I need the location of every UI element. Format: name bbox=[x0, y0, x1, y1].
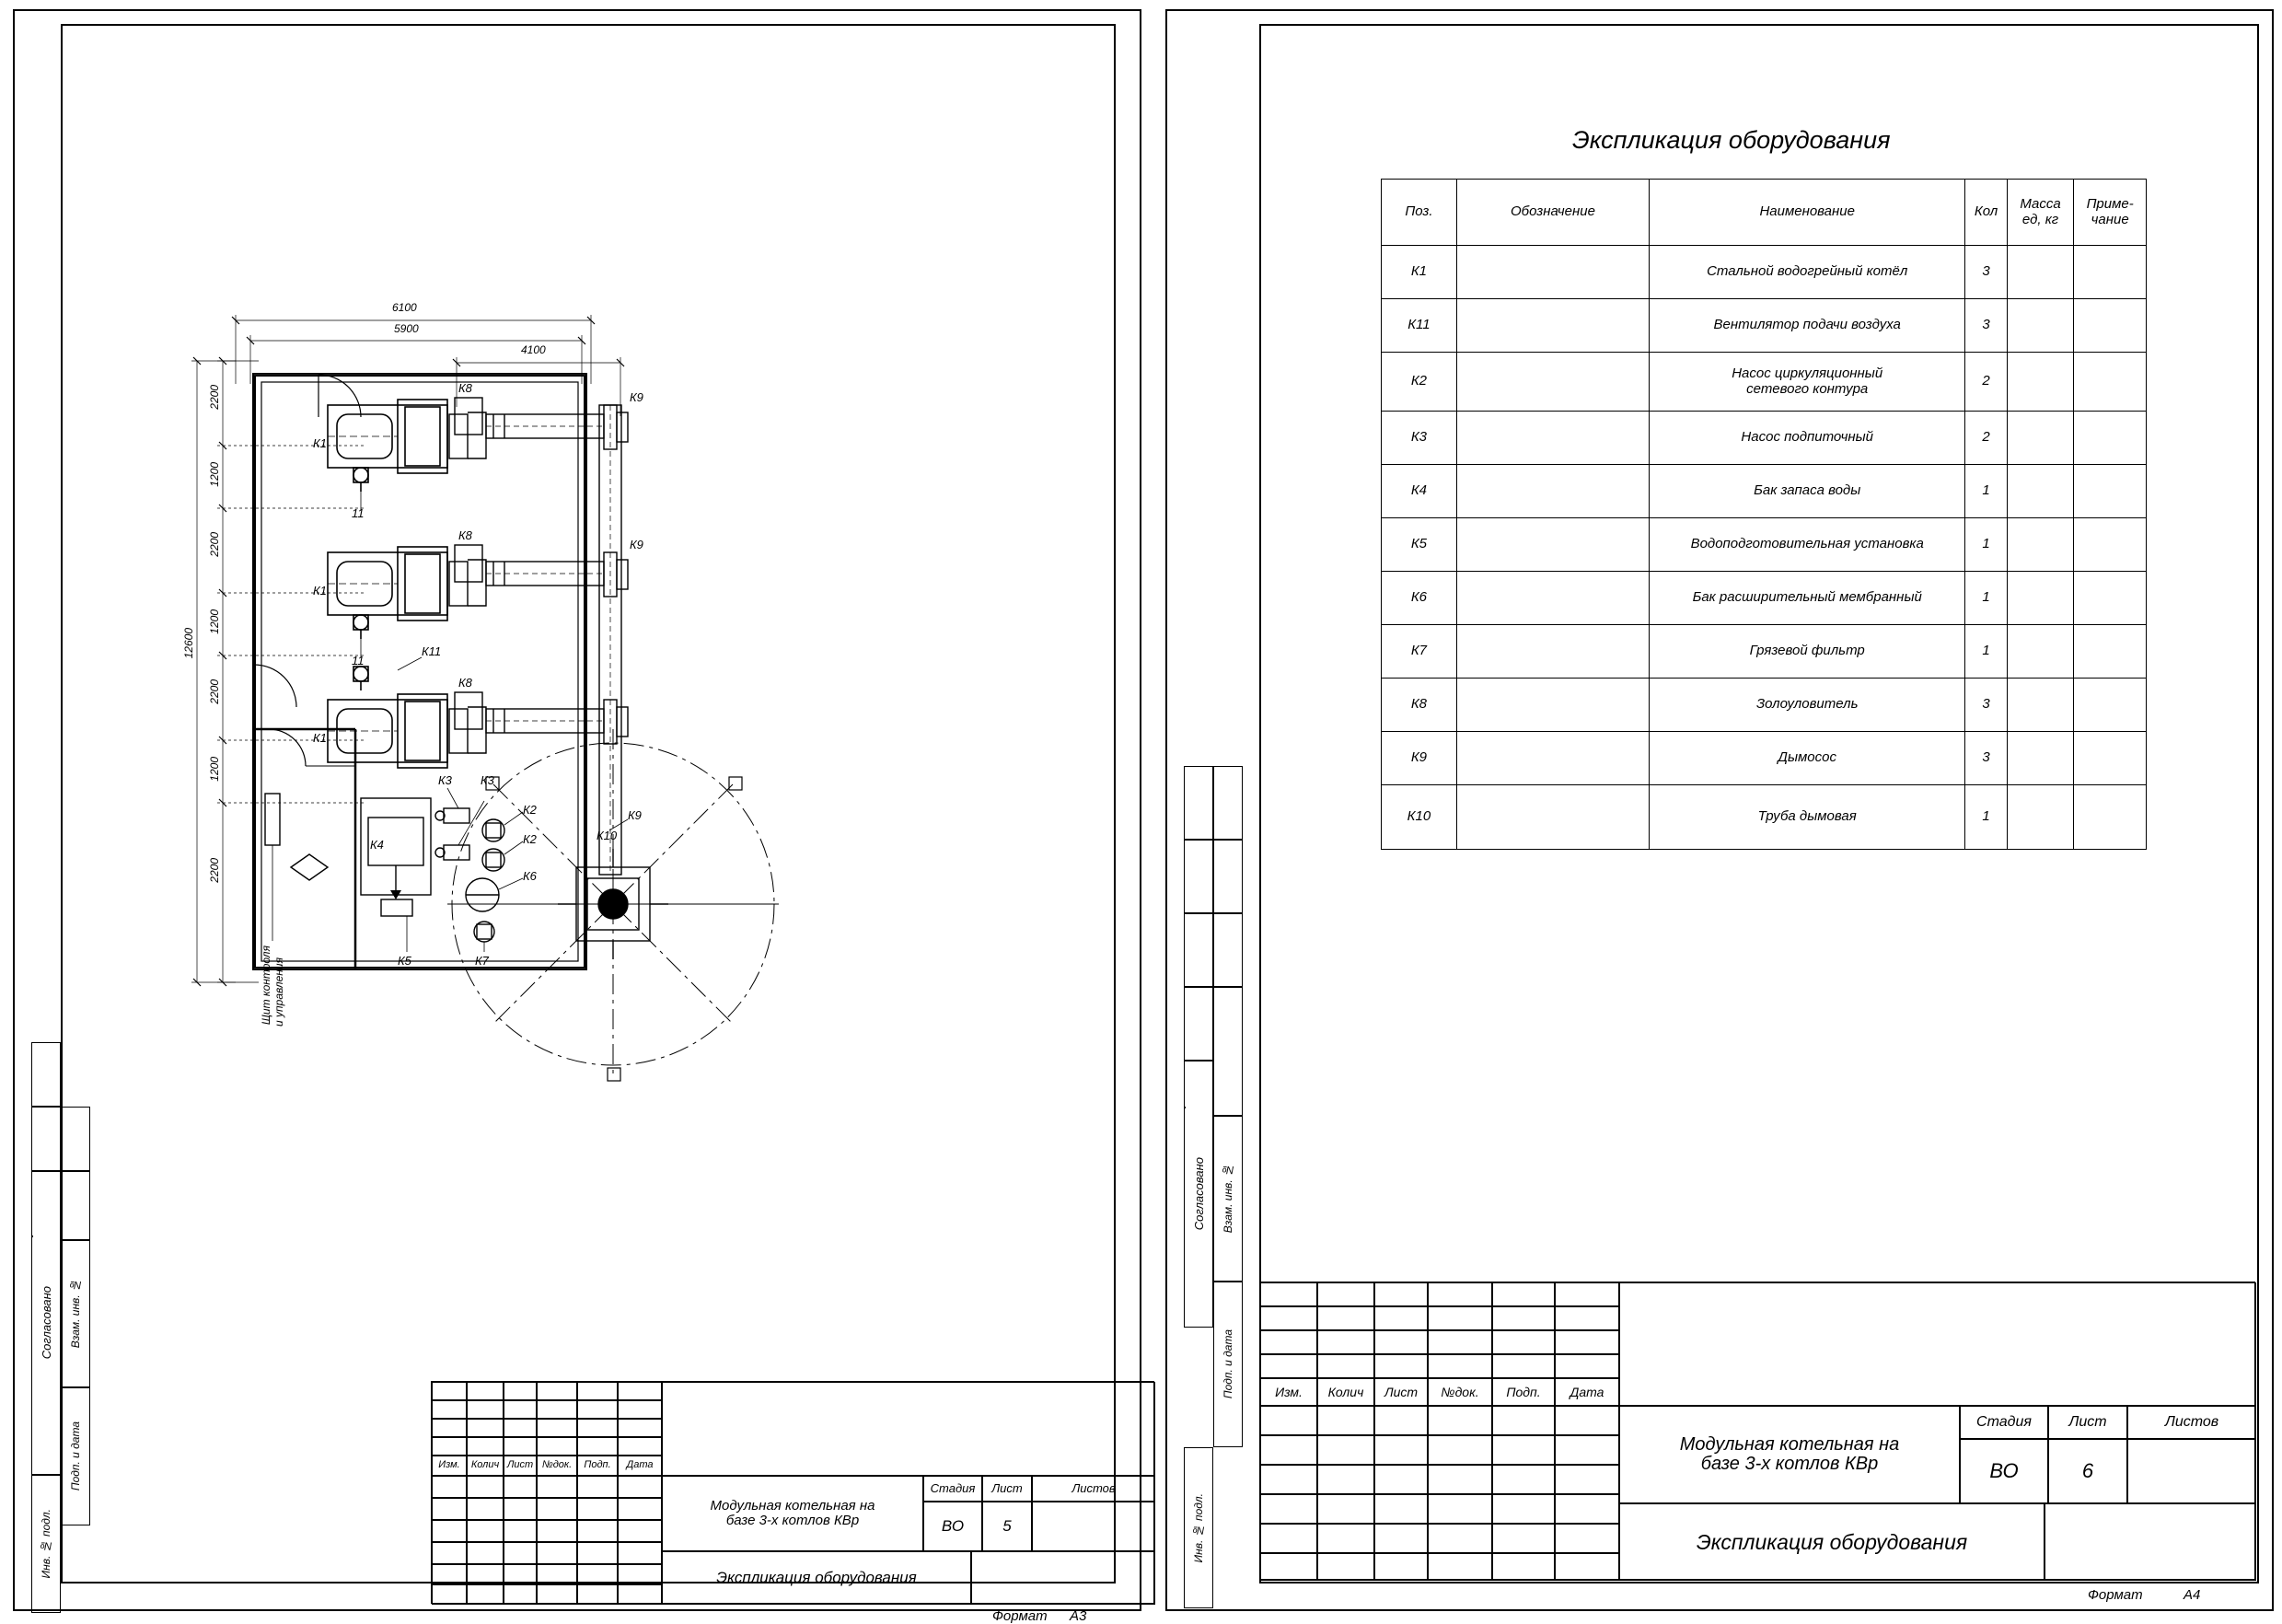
tb-upper-blank-right bbox=[1619, 1282, 2256, 1406]
col-qty: Кол bbox=[1965, 180, 2007, 246]
cell-pos: К1 bbox=[1382, 246, 1457, 299]
dim-chain-4: 1200 bbox=[208, 609, 221, 634]
tb-stage-header-right: Стадия bbox=[1960, 1406, 2048, 1439]
cell-desig bbox=[1456, 732, 1649, 785]
tag-pump-make-2: К3 bbox=[481, 773, 494, 787]
table-row bbox=[1382, 572, 2147, 625]
rev-header-data: Дата bbox=[626, 1459, 654, 1471]
tb-sheet-value-right: 6 bbox=[2048, 1439, 2127, 1503]
tag-smoke-3: К9 bbox=[628, 808, 642, 822]
side-box-empty-3 bbox=[61, 1107, 90, 1171]
side-box-empty-2 bbox=[31, 1107, 61, 1171]
side-box-podp-data-r: Подп. и дата bbox=[1213, 1282, 1243, 1447]
col-name: Наименование bbox=[1650, 180, 1965, 246]
col-designation: Обозначение bbox=[1456, 180, 1649, 246]
tag-stack: К10 bbox=[597, 829, 618, 842]
tag-expansion: К6 bbox=[523, 869, 537, 883]
table-row bbox=[1382, 785, 2147, 850]
format-label-left: Формат bbox=[992, 1608, 1048, 1624]
col-mass-line1: Масса bbox=[2020, 195, 2061, 212]
cell-qty: 2 bbox=[1965, 353, 2007, 412]
tag-pump-net-1: К2 bbox=[523, 803, 537, 817]
cell-name: Грязевой фильтр bbox=[1650, 625, 1965, 679]
dim-chain-3: 2200 bbox=[208, 532, 221, 557]
title-block-left bbox=[431, 1381, 1154, 1604]
cell-pos: К3 bbox=[1382, 412, 1457, 465]
side-box-vzam-r bbox=[1184, 1107, 1186, 1108]
col-mass bbox=[2007, 180, 2074, 246]
cell-desig bbox=[1456, 412, 1649, 465]
rev-header-podp: Подп. bbox=[584, 1459, 611, 1471]
cell-note bbox=[2074, 246, 2147, 299]
cell-name: Дымосос bbox=[1650, 732, 1965, 785]
cell-pos: К7 bbox=[1382, 625, 1457, 679]
equipment-table-header-row bbox=[1382, 180, 2147, 246]
tag-ash-1: К8 bbox=[458, 381, 472, 395]
cell-name: Золоуловитель bbox=[1650, 679, 1965, 732]
tb-sheet-header-right: Лист bbox=[2048, 1406, 2127, 1439]
table-row bbox=[1382, 246, 2147, 299]
cell-desig bbox=[1456, 625, 1649, 679]
table-row bbox=[1382, 299, 2147, 353]
format-value-left: А3 bbox=[1070, 1608, 1087, 1624]
equipment-table-title: Экспликация оборудования bbox=[1572, 126, 1891, 154]
tag-fan-1: 11 bbox=[352, 506, 365, 520]
tb-stage-value: ВО bbox=[923, 1502, 982, 1551]
cell-note bbox=[2074, 625, 2147, 679]
cell-name: Насос подпиточный bbox=[1650, 412, 1965, 465]
cell-name: Труба дымовая bbox=[1650, 785, 1965, 850]
rev-header-doc: №док. bbox=[1441, 1384, 1479, 1399]
rev-header-podp: Подп. bbox=[1506, 1384, 1541, 1399]
table-row bbox=[1382, 732, 2147, 785]
side-box-empty-r2 bbox=[1184, 840, 1213, 913]
cell-name: Бак запаса воды bbox=[1650, 465, 1965, 518]
col-note bbox=[2074, 180, 2147, 246]
cell-mass bbox=[2007, 785, 2074, 850]
title-block-right bbox=[1259, 1282, 2255, 1580]
cell-desig bbox=[1456, 246, 1649, 299]
rev-col bbox=[1428, 1282, 1492, 1581]
boiler-house-plan bbox=[180, 296, 1083, 1272]
cell-qty: 3 bbox=[1965, 679, 2007, 732]
panel-label-line1: Щит контроля bbox=[260, 945, 272, 1026]
cell-qty: 1 bbox=[1965, 785, 2007, 850]
dim-chain-7: 2200 bbox=[208, 858, 221, 883]
tb-title-line1: Модульная котельная на bbox=[710, 1498, 875, 1514]
tag-boiler-3: К1 bbox=[313, 731, 327, 745]
cell-note bbox=[2074, 518, 2147, 572]
rev-header-kol: Колич bbox=[470, 1459, 500, 1471]
cell-pos: К9 bbox=[1382, 732, 1457, 785]
side-box-podp-data: Подп. и дата bbox=[61, 1387, 90, 1525]
cell-desig bbox=[1456, 679, 1649, 732]
cell-mass bbox=[2007, 625, 2074, 679]
cell-note bbox=[2074, 299, 2147, 353]
cell-mass bbox=[2007, 246, 2074, 299]
cell-name-line2: сетевого контура bbox=[1746, 380, 1869, 397]
col-note-line1: Приме- bbox=[2086, 195, 2134, 212]
cell-note bbox=[2074, 679, 2147, 732]
cell-desig bbox=[1456, 299, 1649, 353]
cell-desig bbox=[1456, 353, 1649, 412]
table-row bbox=[1382, 465, 2147, 518]
dim-top-right: 4100 bbox=[521, 343, 546, 356]
equipment-table bbox=[1381, 179, 2147, 850]
cell-qty: 2 bbox=[1965, 412, 2007, 465]
rev-col bbox=[537, 1382, 577, 1605]
table-row bbox=[1382, 518, 2147, 572]
tag-pump-make-1: К3 bbox=[438, 773, 452, 787]
col-note-line2: чание bbox=[2091, 211, 2129, 227]
table-row bbox=[1382, 679, 2147, 732]
cell-qty: 3 bbox=[1965, 732, 2007, 785]
rev-col bbox=[1260, 1282, 1317, 1581]
cell-mass bbox=[2007, 412, 2074, 465]
tb-object-title bbox=[662, 1476, 923, 1551]
table-row bbox=[1382, 353, 2147, 412]
cell-name: Вентилятор подачи воздуха bbox=[1650, 299, 1965, 353]
sheet-right bbox=[1165, 9, 2274, 1611]
tb-org-blank bbox=[971, 1551, 1155, 1605]
dim-chain-2: 1200 bbox=[208, 462, 221, 487]
cell-note bbox=[2074, 572, 2147, 625]
cell-mass bbox=[2007, 518, 2074, 572]
rev-col bbox=[467, 1382, 504, 1605]
cell-pos: К6 bbox=[1382, 572, 1457, 625]
sheet-left bbox=[13, 9, 1141, 1624]
tag-tank: К4 bbox=[370, 838, 384, 852]
tb-stage-header: Стадия bbox=[923, 1476, 982, 1502]
cell-name: Стальной водогрейный котёл bbox=[1650, 246, 1965, 299]
rev-header-list: Лист bbox=[1384, 1384, 1419, 1399]
side-box-inv-podl-r: Инв. № подл. bbox=[1184, 1447, 1213, 1608]
rev-header-izm: Изм. bbox=[1275, 1384, 1303, 1399]
side-box-vzam bbox=[31, 1235, 33, 1237]
cell-pos: К10 bbox=[1382, 785, 1457, 850]
side-box-empty-1 bbox=[31, 1042, 61, 1107]
cell-note bbox=[2074, 353, 2147, 412]
cell-note bbox=[2074, 732, 2147, 785]
side-box-inv-podl: Инв. № подл. bbox=[31, 1475, 61, 1613]
rev-col bbox=[504, 1382, 537, 1605]
tb-title-line2: базе 3-х котлов КВр bbox=[725, 1513, 860, 1528]
tb-sheets-header-right: Листов bbox=[2127, 1406, 2256, 1439]
rev-col bbox=[1492, 1282, 1555, 1581]
tag-ash-2: К8 bbox=[458, 528, 472, 542]
side-box-empty-r7 bbox=[1213, 913, 1243, 987]
cell-note bbox=[2074, 412, 2147, 465]
tb-title-line1: Модульная котельная на bbox=[1679, 1434, 1900, 1455]
rev-col bbox=[1555, 1282, 1619, 1581]
tag-boiler-1: К1 bbox=[313, 436, 327, 450]
side-box-soglasovano: Согласовано bbox=[31, 1171, 61, 1475]
cell-pos: К2 bbox=[1382, 353, 1457, 412]
side-box-empty-r5 bbox=[1213, 766, 1243, 840]
tb-upper-blank bbox=[662, 1382, 1155, 1476]
side-box-empty-r3 bbox=[1184, 913, 1213, 987]
panel-label-line2: и управления bbox=[272, 957, 285, 1027]
tag-boiler-2: К1 bbox=[313, 584, 327, 597]
cell-mass bbox=[2007, 572, 2074, 625]
cell-qty: 1 bbox=[1965, 572, 2007, 625]
cell-qty: 1 bbox=[1965, 625, 2007, 679]
cell-qty: 1 bbox=[1965, 465, 2007, 518]
table-row bbox=[1382, 412, 2147, 465]
col-mass-line2: ед, кг bbox=[2021, 211, 2059, 227]
dim-top-outer: 6100 bbox=[392, 301, 417, 314]
tb-sheet-header: Лист bbox=[982, 1476, 1032, 1502]
rev-header-data: Дата bbox=[1570, 1384, 1604, 1399]
side-box-empty-r1 bbox=[1184, 766, 1213, 840]
tb-subtitle-right: Экспликация оборудования bbox=[1619, 1503, 2045, 1581]
side-box-vzam-inv: Взам. инв. № bbox=[61, 1240, 90, 1387]
cell-qty: 3 bbox=[1965, 246, 2007, 299]
rev-col bbox=[432, 1382, 467, 1605]
tb-stage-value-right: ВО bbox=[1960, 1439, 2048, 1503]
tb-object-title-right bbox=[1619, 1406, 1960, 1503]
cell-pos: К8 bbox=[1382, 679, 1457, 732]
side-box-vzam-inv-r: Взам. инв. № bbox=[1213, 1116, 1243, 1282]
rev-header-doc: №док. bbox=[541, 1459, 573, 1471]
cell-note bbox=[2074, 785, 2147, 850]
cell-mass bbox=[2007, 299, 2074, 353]
cell-mass bbox=[2007, 353, 2074, 412]
dim-left-total: 12600 bbox=[182, 628, 195, 659]
cell-mass bbox=[2007, 679, 2074, 732]
tb-sheets-value bbox=[1032, 1502, 1155, 1551]
cell-qty: 1 bbox=[1965, 518, 2007, 572]
tag-water-treat: К5 bbox=[398, 954, 411, 968]
tb-sheets-value-right bbox=[2127, 1439, 2256, 1503]
tag-filter: К7 bbox=[475, 954, 489, 968]
tb-sheet-value: 5 bbox=[982, 1502, 1032, 1551]
rev-header-izm: Изм. bbox=[438, 1459, 460, 1471]
dim-chain-1: 2200 bbox=[208, 385, 221, 410]
cell-name: Водоподготовительная установка bbox=[1650, 518, 1965, 572]
table-row bbox=[1382, 625, 2147, 679]
rev-col bbox=[618, 1382, 662, 1605]
dim-chain-6: 1200 bbox=[208, 757, 221, 782]
tag-pump-net-2: К2 bbox=[523, 832, 537, 846]
side-box-empty-4 bbox=[61, 1171, 90, 1240]
cell-desig bbox=[1456, 572, 1649, 625]
format-label-right: Формат bbox=[2088, 1587, 2143, 1603]
format-value-right: А4 bbox=[2184, 1587, 2201, 1603]
side-box-empty-r4 bbox=[1184, 987, 1213, 1061]
cell-desig bbox=[1456, 465, 1649, 518]
tb-org-blank-right bbox=[2045, 1503, 2256, 1581]
side-box-empty-r6 bbox=[1213, 840, 1243, 913]
dim-top-inner: 5900 bbox=[394, 322, 419, 335]
tag-ash-3: К8 bbox=[458, 676, 472, 690]
rev-col bbox=[1317, 1282, 1374, 1581]
col-pos: Поз. bbox=[1382, 180, 1457, 246]
tag-fan-label: К11 bbox=[422, 644, 442, 658]
cell-name-line1: Насос циркуляционный bbox=[1732, 365, 1883, 381]
tb-subtitle: Экспликация оборудования bbox=[662, 1551, 971, 1605]
side-box-soglasovano-r: Согласовано bbox=[1184, 1061, 1213, 1328]
rev-col bbox=[577, 1382, 618, 1605]
cell-mass bbox=[2007, 465, 2074, 518]
rev-col bbox=[1374, 1282, 1428, 1581]
side-box-empty-r8 bbox=[1213, 987, 1243, 1116]
dim-chain-5: 2200 bbox=[208, 679, 221, 704]
cell-name bbox=[1650, 353, 1965, 412]
tag-smoke-2: К9 bbox=[630, 538, 643, 551]
cell-pos: К4 bbox=[1382, 465, 1457, 518]
cell-pos: К5 bbox=[1382, 518, 1457, 572]
cell-mass bbox=[2007, 732, 2074, 785]
cell-desig bbox=[1456, 785, 1649, 850]
equipment-table-body bbox=[1382, 246, 2147, 850]
cell-desig bbox=[1456, 518, 1649, 572]
cell-pos: К11 bbox=[1382, 299, 1457, 353]
cell-qty: 3 bbox=[1965, 299, 2007, 353]
rev-header-kol: Колич bbox=[1327, 1384, 1364, 1399]
cell-note bbox=[2074, 465, 2147, 518]
tb-title-line2: базе 3-х котлов КВр bbox=[1700, 1454, 1879, 1474]
rev-header-list: Лист bbox=[506, 1459, 534, 1471]
cell-name: Бак расширительный мембранный bbox=[1650, 572, 1965, 625]
tag-fan-2: 11 bbox=[352, 654, 365, 667]
tag-smoke-1: К9 bbox=[630, 390, 643, 404]
tb-sheets-header: Листов bbox=[1032, 1476, 1155, 1502]
